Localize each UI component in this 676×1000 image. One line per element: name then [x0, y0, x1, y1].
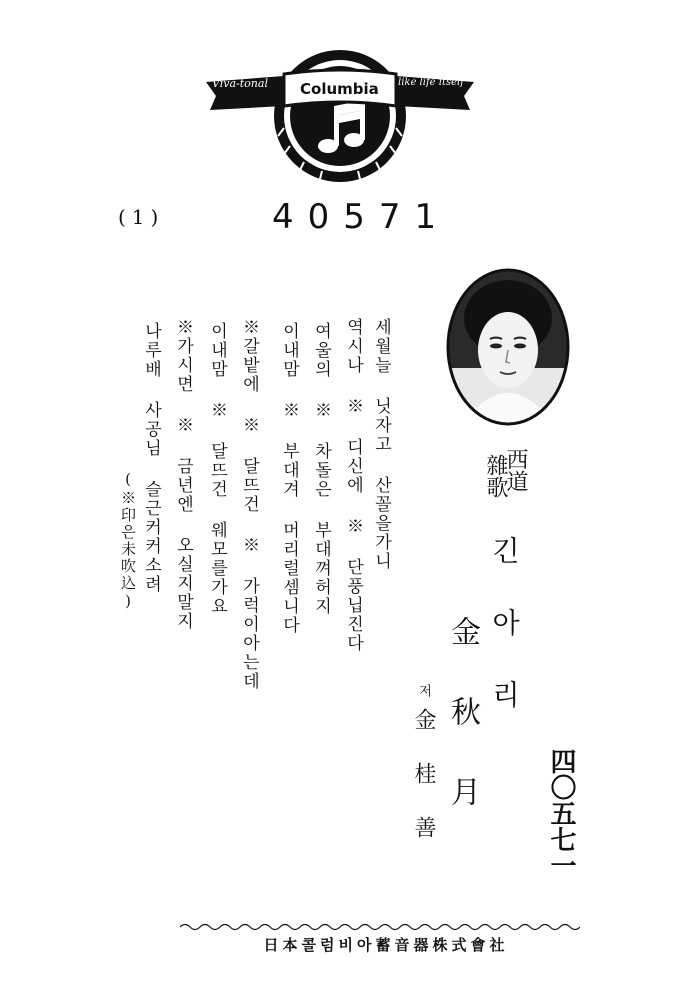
logo-banner-right: like life itself — [398, 77, 464, 88]
genre-line-2: 雜歌 — [483, 454, 508, 498]
record-number: 40571 — [272, 197, 451, 237]
singer-name: 金秋月 — [445, 616, 480, 856]
singer-portrait — [446, 268, 570, 426]
lyric-line: 역시나 ※ 디신에 ※ 단풍닙진다 — [343, 318, 363, 653]
publisher-footer: 日本콜럼비아蓄音器株式會社 — [263, 936, 509, 954]
logo-brand: Columbia — [300, 80, 379, 98]
genre-line-1: 西道 — [503, 448, 528, 492]
columbia-logo — [200, 28, 480, 188]
lyric-line: 세월늘 닛자고 산꼴을가니 — [371, 318, 391, 571]
lyric-line: 이내맘 ※ 달뜨건 웨모를가요 — [207, 322, 227, 616]
lyric-line: 이내맘 ※ 부대겨 머리럴셈니다 — [279, 322, 299, 635]
lyric-line: 나루배 사공님 슬근커커소려 — [141, 322, 161, 594]
composer-label: 저 — [416, 684, 431, 697]
lyric-line: ※가시면 ※ 금년엔 오실지말지 — [173, 318, 193, 631]
lyric-line: ※갈밭에 ※ 달뜨건 ※ 가럭이아는데 — [239, 318, 259, 691]
record-number-vertical: 四〇五七一 — [546, 748, 576, 878]
unrecorded-note: (※印은未吹込) — [119, 470, 137, 612]
lyric-line: 여울의 ※ 차돌은 부대껴허지 — [311, 322, 331, 616]
side-label: (1) — [118, 205, 165, 229]
song-title: 긴아리 — [488, 536, 521, 752]
footer-divider — [180, 922, 580, 932]
composer-name: 金桂善 — [411, 708, 436, 870]
logo-banner-left: Viva-tonal — [212, 77, 268, 90]
